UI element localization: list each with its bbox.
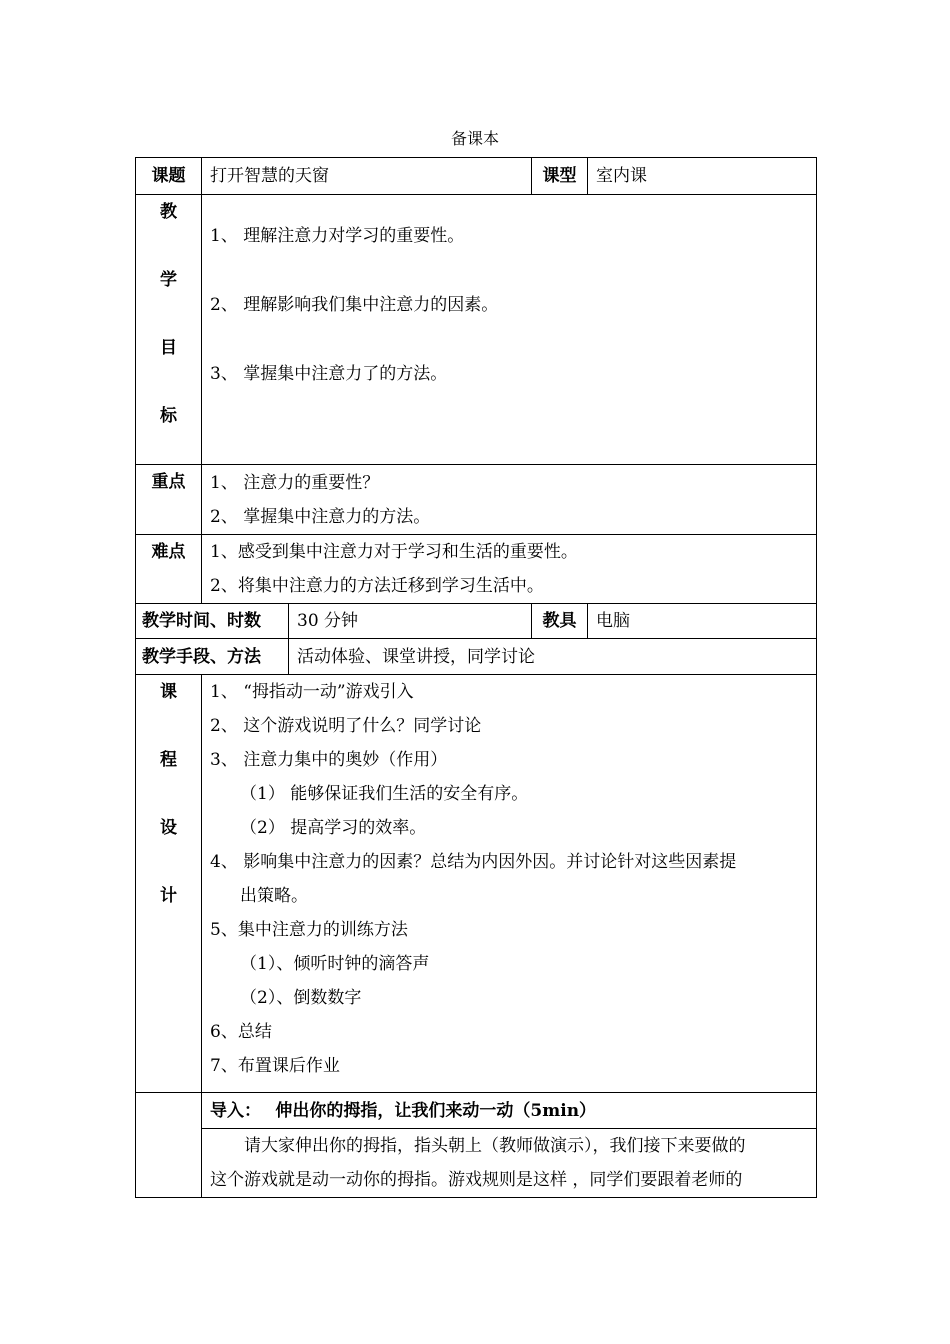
- design-label-char: 设: [160, 818, 177, 838]
- topic-value: 打开智慧的天窗: [202, 158, 532, 195]
- design-row: [136, 675, 817, 1093]
- key-points-row: [136, 465, 817, 535]
- key-points-label: 重点: [136, 465, 202, 535]
- intro-paragraph-line: 请大家伸出你的拇指，指头朝上（教师做演示），我们接下来要做的: [244, 1136, 746, 1156]
- design-item: 1、 “拇指动一动”游戏引入: [210, 682, 414, 702]
- objective-item: 1、 理解注意力对学习的重要性。: [210, 226, 465, 246]
- design-label-char: 课: [160, 682, 177, 702]
- time-value: 30 分钟: [289, 604, 532, 639]
- page-title: 备课本: [450, 129, 499, 148]
- design-item: 3、 注意力集中的奥妙（作用）: [210, 750, 448, 770]
- topic-label: 课题: [136, 158, 202, 195]
- intro-blank-cell: [136, 1093, 202, 1198]
- lesson-plan-table: [135, 157, 817, 1198]
- objectives-label-char: 学: [160, 270, 177, 290]
- design-label: [136, 675, 202, 1093]
- design-item: 6、总结: [210, 1022, 272, 1042]
- time-label: 教学时间、时数: [136, 604, 289, 639]
- difficulties-label: 难点: [136, 535, 202, 604]
- objectives-label-char: 教: [160, 202, 177, 222]
- objectives-label: [136, 195, 202, 465]
- method-row: [136, 639, 817, 675]
- intro-heading-row: [136, 1093, 817, 1129]
- intro-heading: 导入： 伸出你的拇指，让我们来动一动（5min）: [202, 1093, 817, 1129]
- design-item: 7、布置课后作业: [210, 1056, 340, 1076]
- design-item-continuation: 出策略。: [240, 886, 308, 906]
- intro-body-row: [136, 1129, 817, 1198]
- key-point-item: 1、 注意力的重要性？: [210, 472, 380, 493]
- objective-item: 2、 理解影响我们集中注意力的因素。: [210, 295, 499, 315]
- design-subitem: （2） 提高学习的效率。: [240, 818, 427, 838]
- design-subitem: （1） 能够保证我们生活的安全有序。: [240, 784, 529, 804]
- objectives-label-char: 目: [160, 338, 177, 358]
- design-subitem: （2）、倒数数字: [240, 988, 362, 1008]
- objective-item: 3、 掌握集中注意力了的方法。: [210, 364, 448, 384]
- objectives-row: [136, 195, 817, 465]
- method-label: 教学手段、方法: [136, 639, 289, 675]
- type-value: 室内课: [588, 158, 817, 195]
- design-label-char: 程: [160, 750, 177, 770]
- objectives-label-char: 标: [160, 406, 177, 426]
- difficulties-row: [136, 535, 817, 604]
- time-row: [136, 604, 817, 639]
- topic-row: [136, 158, 817, 195]
- method-value: 活动体验、课堂讲授，同学讨论: [289, 639, 817, 675]
- key-point-item: 2、 掌握集中注意力的方法。: [210, 506, 431, 527]
- tool-value: 电脑: [588, 604, 817, 639]
- design-item: 5、集中注意力的训练方法: [210, 920, 408, 940]
- tool-label: 教具: [532, 604, 588, 639]
- difficulty-item: 1、感受到集中注意力对于学习和生活的重要性。: [210, 542, 578, 562]
- design-label-char: 计: [160, 886, 177, 906]
- design-subitem: （1）、倾听时钟的滴答声: [240, 954, 430, 974]
- design-item: 2、 这个游戏说明了什么？同学讨论: [210, 716, 482, 736]
- intro-paragraph-line: 这个游戏就是动一动你的拇指。游戏规则是这样 ，同学们要跟着老师的: [210, 1170, 743, 1190]
- difficulty-item: 2、将集中注意力的方法迁移到学习生活中。: [210, 576, 544, 596]
- type-label: 课型: [532, 158, 588, 195]
- design-item: 4、 影响集中注意力的因素？总结为内因外因。并讨论针对这些因素提: [210, 852, 737, 872]
